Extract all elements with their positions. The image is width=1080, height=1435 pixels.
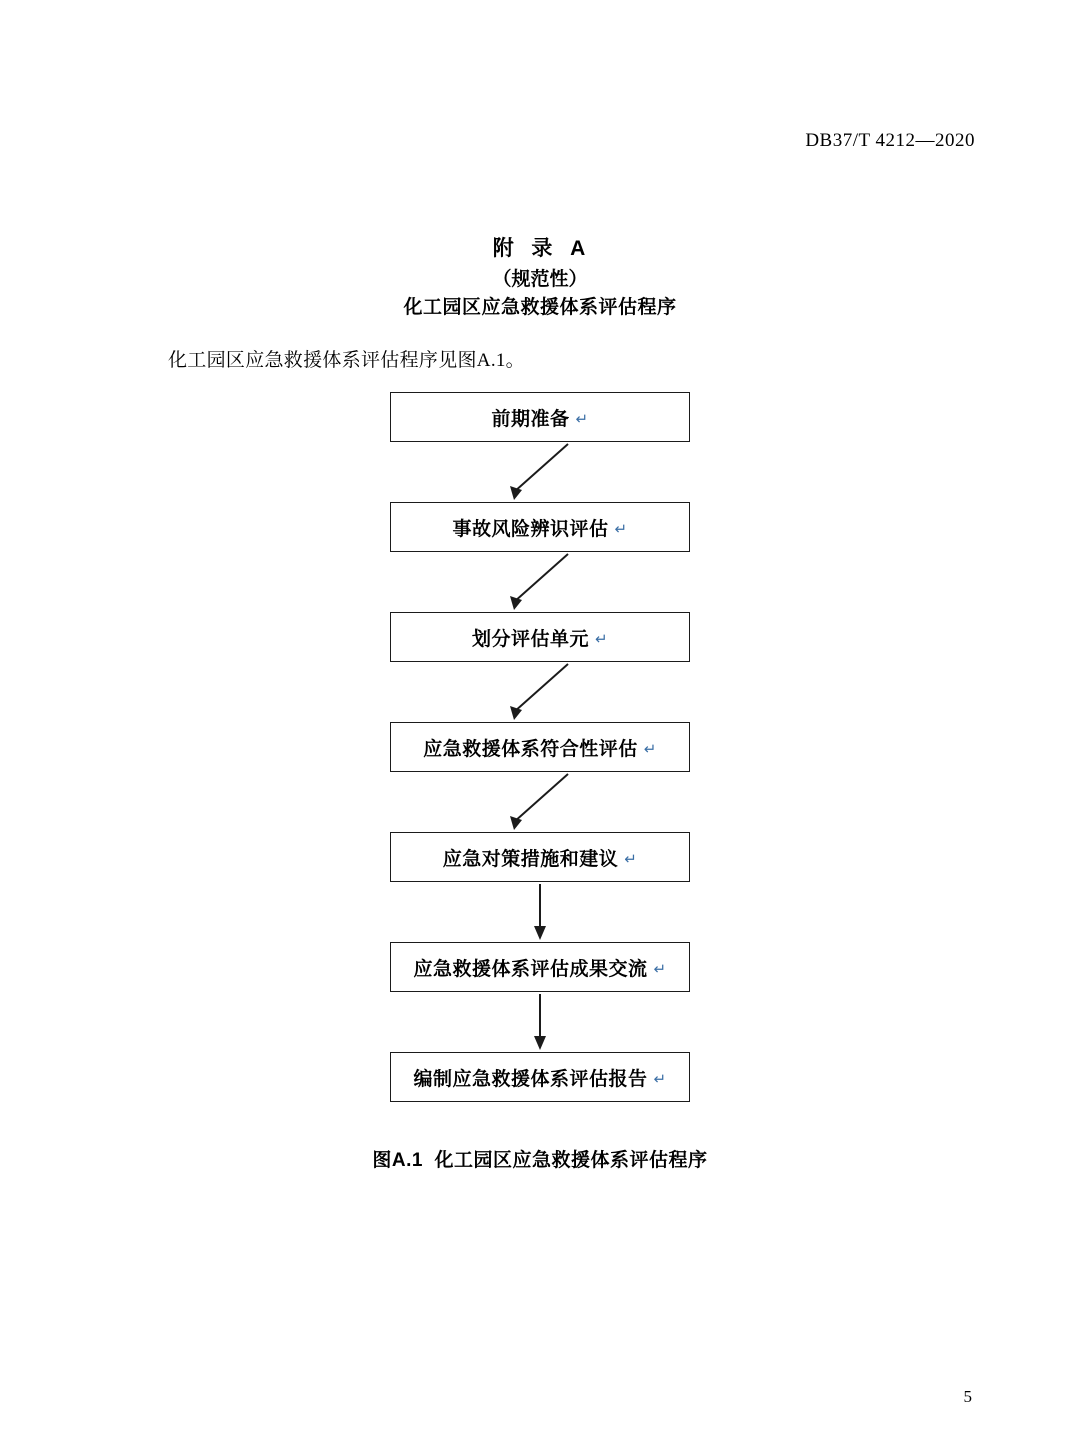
flow-step-7-label: 编制应急救援体系评估报告 bbox=[413, 1068, 648, 1090]
flow-step-5 bbox=[390, 832, 690, 882]
flow-arrow-6 bbox=[480, 992, 600, 1054]
flow-step-6-label: 应急救援体系评估成果交流 bbox=[413, 958, 648, 980]
flowchart bbox=[0, 392, 1080, 1122]
pilcrow-icon: ↵ bbox=[653, 1071, 667, 1088]
flow-arrow-1 bbox=[480, 442, 600, 504]
standard-code-header: DB37/T 4212—2020 bbox=[805, 130, 975, 151]
annex-title: 附 录 A bbox=[492, 237, 588, 260]
flow-step-4-label: 应急救援体系符合性评估 bbox=[423, 738, 638, 760]
pilcrow-icon: ↵ bbox=[614, 521, 628, 538]
flow-step-4 bbox=[390, 722, 690, 772]
flow-step-5-label: 应急对策措施和建议 bbox=[442, 848, 619, 870]
flow-arrow-5 bbox=[480, 882, 600, 944]
intro-paragraph: 化工园区应急救援体系评估程序见图A.1。 bbox=[168, 350, 525, 371]
figure-caption: 图A.1 化工园区应急救援体系评估程序 bbox=[372, 1150, 708, 1171]
pilcrow-icon: ↵ bbox=[653, 961, 667, 978]
pilcrow-icon: ↵ bbox=[594, 631, 609, 648]
page-number: 5 bbox=[963, 1387, 972, 1406]
flow-arrow-2 bbox=[480, 552, 600, 614]
annex-subtitle: （规范性） bbox=[492, 269, 588, 290]
annex-name: 化工园区应急救援体系评估程序 bbox=[403, 297, 677, 318]
pilcrow-icon: ↵ bbox=[624, 851, 638, 868]
flow-step-7 bbox=[390, 1052, 690, 1102]
flow-step-6 bbox=[390, 942, 690, 992]
pilcrow-icon: ↵ bbox=[643, 741, 657, 758]
flow-step-2 bbox=[390, 502, 690, 552]
flow-step-3 bbox=[390, 612, 690, 662]
pilcrow-icon: ↵ bbox=[575, 411, 589, 428]
flow-step-1 bbox=[390, 392, 690, 442]
flow-arrow-3 bbox=[480, 662, 600, 724]
flow-step-2-label: 事故风险辨识评估 bbox=[452, 518, 609, 540]
flow-step-3-label: 划分评估单元 bbox=[471, 628, 589, 650]
flow-step-1-label: 前期准备 bbox=[491, 408, 570, 430]
flow-arrow-4 bbox=[480, 772, 600, 834]
